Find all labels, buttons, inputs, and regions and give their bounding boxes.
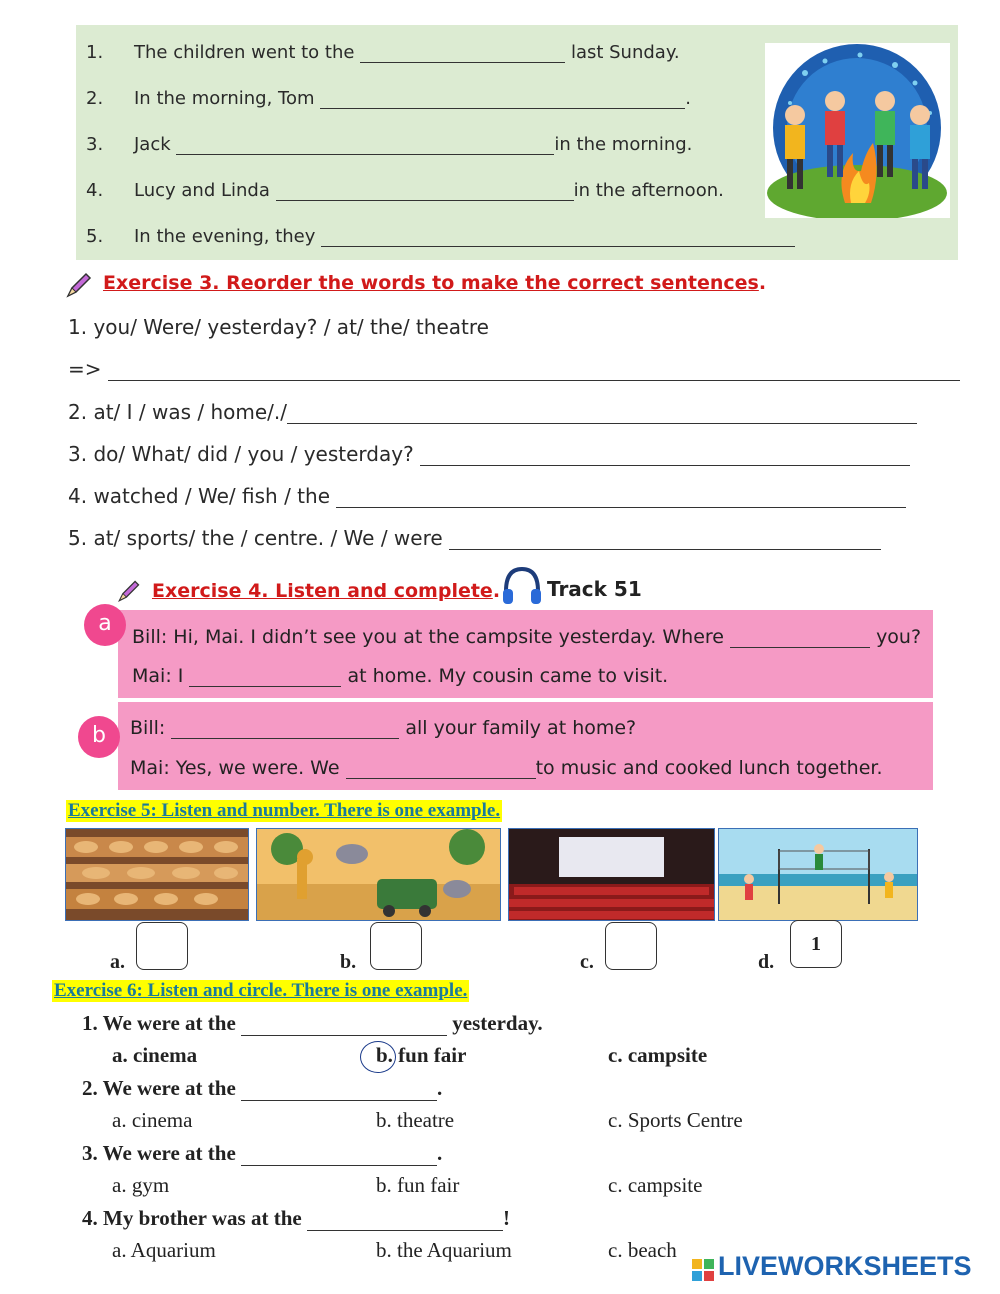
ex6-q2-option-a[interactable]: a. cinema bbox=[112, 1108, 193, 1132]
dialogue-a-line1: Bill: Hi, Mai. I didn’t see you at the campsite yesterday. Where you? bbox=[132, 626, 922, 648]
blank-input bbox=[307, 1216, 503, 1231]
cinema-photo bbox=[508, 828, 715, 921]
ex6-q3-option-b[interactable]: b. fun fair bbox=[376, 1173, 460, 1197]
answer-input[interactable] bbox=[336, 493, 906, 508]
ex3-answer-1: => bbox=[68, 357, 960, 381]
blank-input bbox=[241, 1151, 437, 1166]
blank-input bbox=[241, 1021, 447, 1036]
answer-d-label: d. bbox=[758, 951, 775, 973]
answer-input[interactable] bbox=[420, 451, 910, 466]
answer-input[interactable] bbox=[108, 366, 960, 381]
answer-circle bbox=[360, 1041, 396, 1073]
headphones-icon[interactable] bbox=[500, 563, 544, 611]
campfire-illustration bbox=[765, 43, 950, 218]
beach-volleyball-photo bbox=[718, 828, 918, 921]
ex6-question-4: 4. My brother was at the ! bbox=[82, 1206, 510, 1230]
answer-b-label: b. bbox=[340, 951, 357, 973]
answer-b-box[interactable] bbox=[370, 922, 422, 970]
ex6-question-2: 2. We were at the . bbox=[82, 1076, 443, 1100]
ex6-q2-option-c[interactable]: c. Sports Centre bbox=[608, 1108, 743, 1132]
answer-input[interactable] bbox=[287, 409, 917, 424]
ex6-q4-option-a[interactable]: a. Aquarium bbox=[112, 1238, 216, 1262]
blank-input[interactable] bbox=[346, 764, 536, 779]
blank-input[interactable] bbox=[276, 186, 574, 201]
blank-input[interactable] bbox=[321, 232, 795, 247]
bakery-photo bbox=[65, 828, 249, 921]
answer-input[interactable] bbox=[449, 535, 881, 550]
ex3-item-1: 1. you/ Were/ yesterday? / at/ the/ theatre bbox=[68, 315, 489, 339]
answer-c-box[interactable] bbox=[605, 922, 657, 970]
ex3-item-2: 2. at/ I / was / home/./ bbox=[68, 400, 917, 424]
answer-c-label: c. bbox=[580, 951, 594, 973]
dialogue-a-line2: Mai: I at home. My cousin came to visit. bbox=[132, 665, 669, 687]
ex6-q3-option-a[interactable]: a. gym bbox=[112, 1173, 170, 1197]
exercise6-title: Exercise 6: Listen and circle. There is one example. bbox=[54, 980, 468, 1001]
liveworksheets-logo: LIVEWORKSHEETS bbox=[692, 1251, 972, 1282]
exercise5-title: Exercise 5: Listen and number. There is one example. bbox=[68, 800, 501, 821]
dialogue-b-line1: Bill: all your family at home? bbox=[130, 717, 637, 739]
answer-d-box: 1 bbox=[790, 920, 842, 968]
dialogue-b-line2: Mai: Yes, we were. We to music and cooked lunch together. bbox=[130, 757, 883, 779]
ex6-q1-option-b[interactable]: b. fun fair bbox=[376, 1043, 467, 1067]
answer-a-label: a. bbox=[110, 951, 125, 973]
ex6-question-1: 1. We were at the yesterday. bbox=[82, 1011, 543, 1035]
ex6-q4-option-b[interactable]: b. the Aquarium bbox=[376, 1238, 512, 1262]
blank-input[interactable] bbox=[320, 94, 685, 109]
ex2-item-2: 2. In the morning, Tom . bbox=[86, 88, 691, 109]
ex2-item-4: 4. Lucy and Linda in the afternoon. bbox=[86, 180, 724, 201]
ex3-item-4: 4. watched / We/ fish / the bbox=[68, 484, 906, 508]
safari-photo bbox=[256, 828, 501, 921]
pencil-icon bbox=[116, 578, 142, 608]
ex6-q3-option-c[interactable]: c. campsite bbox=[608, 1173, 703, 1197]
blank-input bbox=[241, 1086, 437, 1101]
blank-input[interactable] bbox=[730, 633, 870, 648]
ex3-item-5: 5. at/ sports/ the / centre. / We / were bbox=[68, 526, 881, 550]
exercise3-title: Exercise 3. Reorder the words to make the correct sentences. bbox=[103, 272, 767, 294]
pencil-icon bbox=[64, 270, 94, 304]
ex2-item-5: 5. In the evening, they bbox=[86, 226, 795, 247]
exercise4-title: Exercise 4. Listen and complete. bbox=[152, 580, 501, 602]
blank-input[interactable] bbox=[171, 724, 399, 739]
label-b-badge: b bbox=[78, 716, 120, 758]
blank-input[interactable] bbox=[176, 140, 554, 155]
ex6-q2-option-b[interactable]: b. theatre bbox=[376, 1108, 455, 1132]
ex6-q1-option-a[interactable]: a. cinema bbox=[112, 1043, 198, 1067]
answer-a-box[interactable] bbox=[136, 922, 188, 970]
ex6-q4-option-c[interactable]: c. beach bbox=[608, 1238, 677, 1262]
logo-grid-icon bbox=[692, 1257, 714, 1279]
ex3-item-3: 3. do/ What/ did / you / yesterday? bbox=[68, 442, 910, 466]
blank-input[interactable] bbox=[360, 48, 565, 63]
ex6-q1-option-c[interactable]: c. campsite bbox=[608, 1043, 708, 1067]
ex2-item-1: 1. The children went to the last Sunday. bbox=[86, 42, 680, 63]
ex2-item-3: 3. Jack in the morning. bbox=[86, 134, 693, 155]
blank-input[interactable] bbox=[189, 672, 341, 687]
track-label: Track 51 bbox=[547, 577, 642, 601]
ex6-question-3: 3. We were at the . bbox=[82, 1141, 443, 1165]
label-a-badge: a bbox=[84, 604, 126, 646]
